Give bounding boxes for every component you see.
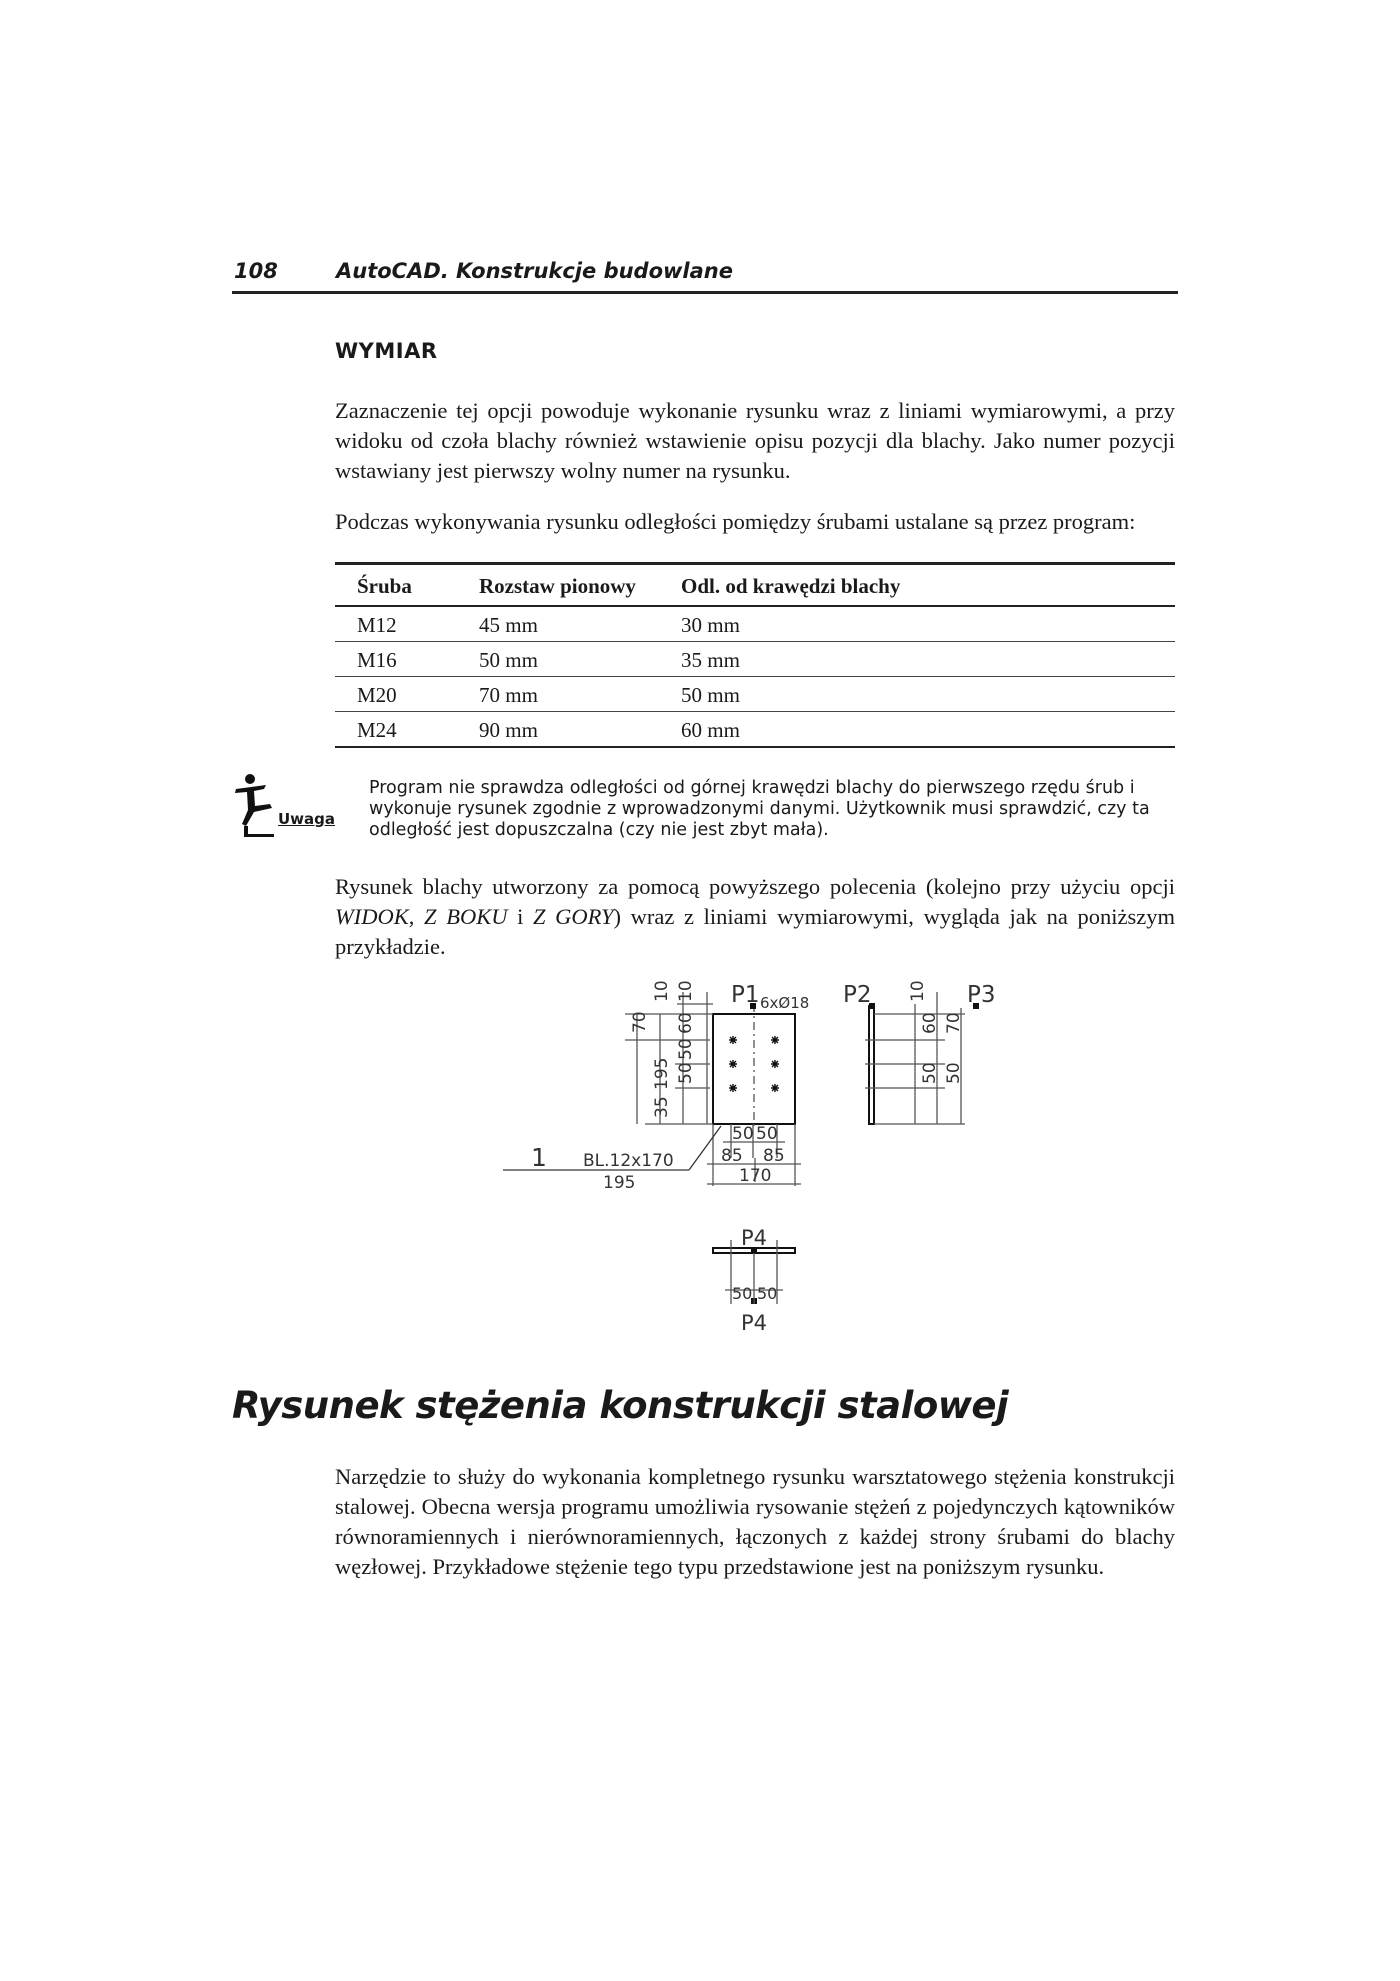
paragraph-drawing-intro: [335, 872, 1175, 962]
table-header-row: [335, 564, 1175, 607]
table-row: [335, 606, 1175, 642]
kicking-figure-icon: [230, 772, 334, 840]
table-header: Odl. od krawędzi blachy: [659, 564, 1175, 607]
dim-label: 70: [944, 1012, 964, 1034]
option-z-boku: Z BOKU: [424, 904, 508, 929]
table-cell: 90 mm: [457, 712, 659, 748]
table-row: [335, 677, 1175, 712]
dim-label: 10: [908, 980, 928, 1002]
position-label-p4-bottom: P4: [741, 1311, 768, 1335]
paragraph-intro-table: Podczas wykonywania rysunku odległości pomiędzy śrubami ustalane są przez program:: [335, 509, 1136, 534]
option-widok: WIDOK: [335, 904, 409, 929]
dimension-lines-side: [865, 992, 965, 1124]
dim-label: 70: [630, 1011, 650, 1033]
plate-side-view: [869, 1006, 874, 1124]
table-header: Śruba: [335, 564, 457, 607]
running-header: [232, 255, 1178, 294]
plate-label: BL.12x170: [583, 1151, 674, 1171]
option-z-gory: Z GORY: [533, 904, 614, 929]
position-label-p4-top: P4: [741, 1226, 768, 1250]
table-cell: M16: [335, 642, 457, 677]
text-run: i: [507, 904, 534, 929]
dim-label: 35: [652, 1096, 672, 1118]
dim-label: 50: [676, 1062, 696, 1084]
table-cell: 50 mm: [659, 677, 1175, 712]
note-label: Uwaga: [278, 810, 336, 828]
position-label-p3: P3: [967, 982, 996, 1008]
text-run: ) wraz z liniami wymiarowymi, wygląda jak na poniższym przykładzie.: [335, 904, 1175, 959]
dim-label: 50: [732, 1284, 753, 1303]
book-title: AutoCAD. Konstrukcje budowlane: [336, 259, 733, 283]
table-cell: M12: [335, 606, 457, 642]
section-title: WYMIAR: [335, 339, 438, 363]
dim-label: 195: [652, 1057, 672, 1090]
dim-label: 60: [920, 1012, 940, 1034]
table-cell: 35 mm: [659, 642, 1175, 677]
table-cell: 45 mm: [457, 606, 659, 642]
table-cell: 70 mm: [457, 677, 659, 712]
note-text: Program nie sprawdza odległości od górnej krawędzi blachy do pierwszego rzędu śrub i wykonuje rysunek zgodnie z wprowadzonymi danymi. Użytkownik musi sprawdzić, czy ta odległość jest dopuszczalna (czy nie jest zbyt mała).: [369, 778, 1150, 840]
page-number: 108: [234, 259, 278, 283]
dim-label: 85: [763, 1146, 785, 1166]
bolt-spec: 6xØ18: [760, 994, 810, 1012]
bolt-spacing-table: [335, 562, 1175, 748]
table-header: Rozstaw pionowy: [457, 564, 659, 607]
dim-label: 10: [676, 980, 696, 1002]
dim-label: 85: [721, 1146, 743, 1166]
text-run: ,: [408, 904, 425, 929]
table-row: [335, 712, 1175, 748]
plate-drawing: [495, 978, 1015, 1348]
dim-label: 50: [676, 1038, 696, 1060]
dim-label: 10: [652, 980, 672, 1002]
position-number: 1: [531, 1143, 547, 1172]
dim-label: 50: [756, 1124, 778, 1144]
table-cell: 50 mm: [457, 642, 659, 677]
table-cell: M24: [335, 712, 457, 748]
paragraph-wymiar: Zaznaczenie tej opcji powoduje wykonanie rysunku wraz z liniami wymiarowymi, a przy widoku od czoła blachy również wstawienie opisu pozycji dla blachy. Jako numer pozycji wstawiany jest pierwszy wolny numer na rysunku.: [335, 398, 1175, 483]
text-run: Rysunek blachy utworzony za pomocą powyższego polecenia (kolejno przy użyciu opcji: [335, 874, 1175, 899]
section-heading: Rysunek stężenia konstrukcji stalowej: [232, 1384, 1009, 1427]
dim-label: 50: [757, 1284, 778, 1303]
table-cell: 60 mm: [659, 712, 1175, 748]
table-cell: 30 mm: [659, 606, 1175, 642]
position-label-p2: P2: [843, 982, 872, 1008]
position-label-p1: P1: [731, 982, 760, 1008]
dim-label: 50: [944, 1062, 964, 1084]
dim-label: 50: [920, 1062, 940, 1084]
plate-length: 195: [603, 1173, 636, 1193]
dim-label: 50: [732, 1124, 754, 1144]
paragraph-bracing: Narzędzie to służy do wykonania kompletnego rysunku warsztatowego stężenia konstrukcji stalowej. Obecna wersja programu umożliwia rysowanie stężeń z pojedynczych kątowników równoramiennych i nierównoramiennych, łączonych z każdej strony śrubami do blachy węzłowej. Przykładowe stężenie tego typu przedstawione jest na poniższym rysunku.: [335, 1464, 1175, 1579]
dim-label: 60: [676, 1012, 696, 1034]
dim-label: 170: [739, 1166, 772, 1186]
table-row: [335, 642, 1175, 677]
table-cell: M20: [335, 677, 457, 712]
